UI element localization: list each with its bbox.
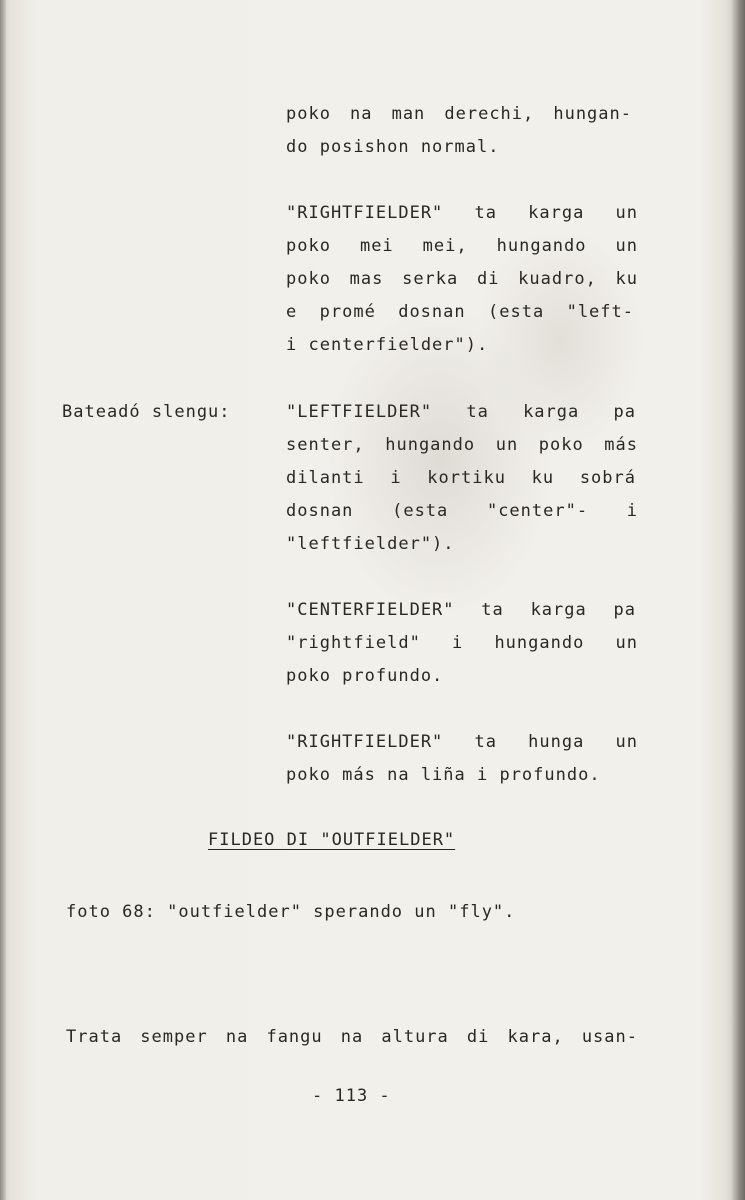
side-label: Bateadó slengu:	[62, 402, 231, 422]
text-line: dosnan (esta "center"- i	[286, 501, 638, 521]
text-line: i centerfielder").	[286, 335, 489, 355]
text-line: "leftfielder").	[286, 534, 455, 554]
text-line: e promé dosnan (esta "left-	[286, 302, 634, 322]
text-line: dilanti i kortiku ku sobrá	[286, 468, 636, 488]
section-heading: FILDEO DI "OUTFIELDER"	[208, 830, 456, 850]
body-line: Trata semper na fangu na altura di kara, usan-	[66, 1027, 638, 1047]
text-line: poko profundo.	[286, 666, 444, 686]
text-line: "RIGHTFIELDER" ta karga un	[286, 203, 638, 223]
text-line: poko mas serka di kuadro, ku	[286, 269, 638, 289]
text-line: "RIGHTFIELDER" ta hunga un	[286, 732, 638, 752]
photo-caption: foto 68: "outfielder" sperando un "fly".	[66, 902, 516, 922]
text-line: do posishon normal.	[286, 137, 500, 157]
text-line: poko más na liña i profundo.	[286, 765, 601, 785]
text-line: "rightfield" i hungando un	[286, 633, 638, 653]
page-number: - 113 -	[312, 1086, 391, 1106]
text-line: poko mei mei, hungando un	[286, 236, 638, 256]
text-line: senter, hungando un poko más	[286, 435, 638, 455]
text-line: "CENTERFIELDER" ta karga pa	[286, 600, 636, 620]
text-line: "LEFTFIELDER" ta karga pa	[286, 402, 636, 422]
text-line: poko na man derechi, hungan-	[286, 104, 632, 124]
